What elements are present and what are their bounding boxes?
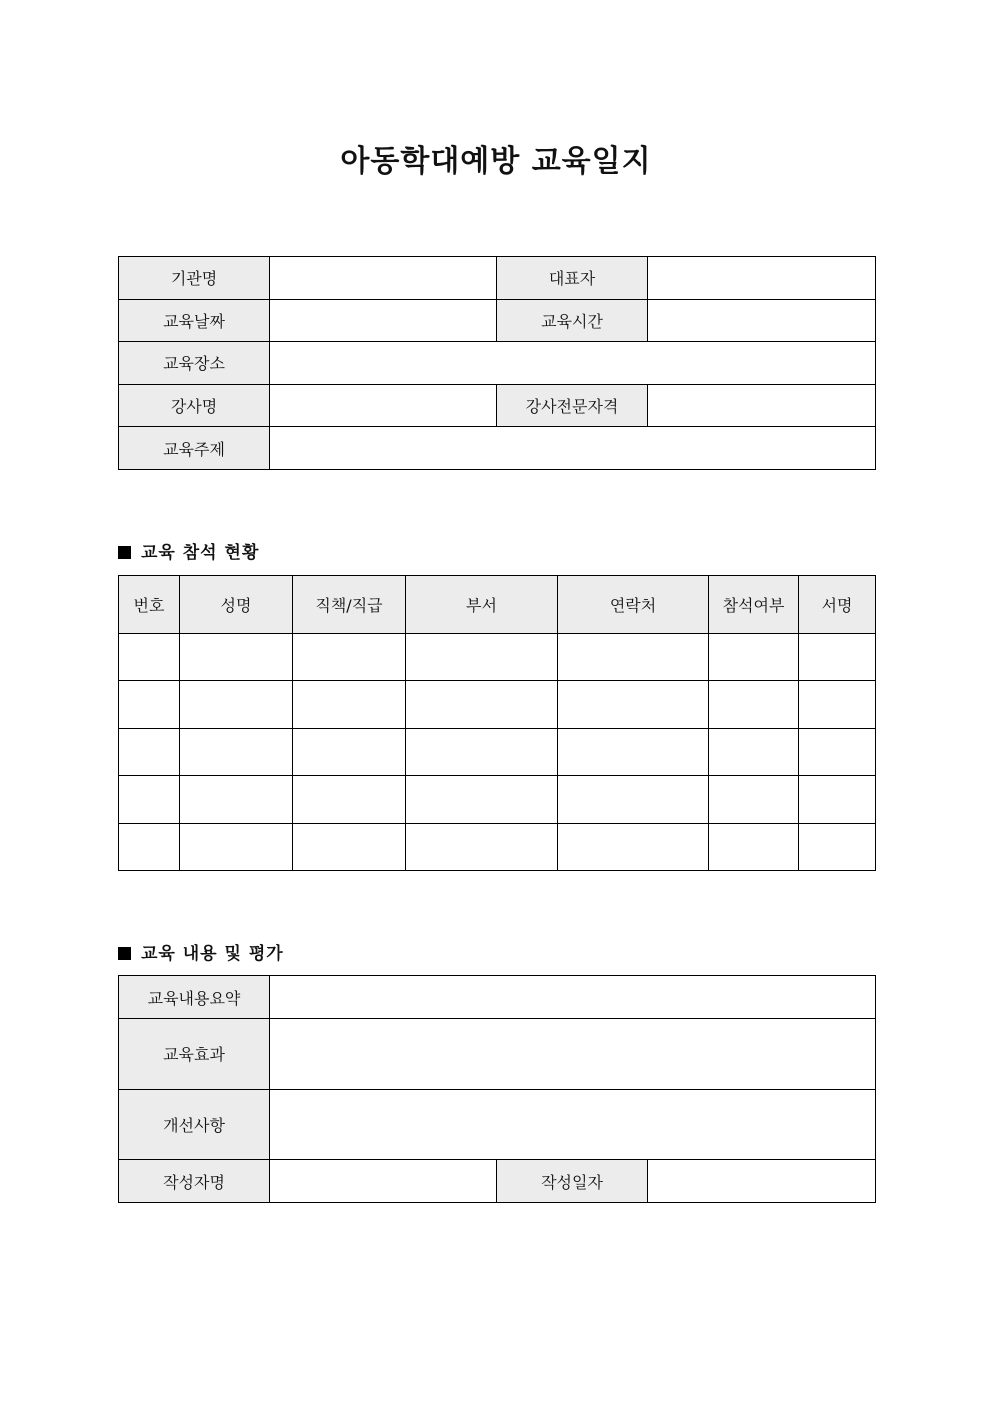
department-cell[interactable] — [406, 681, 558, 728]
table-row — [119, 728, 876, 775]
written-date-label: 작성일자 — [497, 1160, 648, 1203]
column-header-name: 성명 — [180, 576, 293, 634]
position-cell[interactable] — [293, 681, 406, 728]
attendance-cell[interactable] — [709, 776, 799, 823]
black-square-icon — [118, 546, 131, 559]
column-header-signature: 서명 — [799, 576, 876, 634]
department-cell[interactable] — [406, 728, 558, 775]
summary-label: 교육내용요약 — [119, 976, 270, 1019]
education-topic-label: 교육주제 — [119, 427, 270, 470]
attendance-table — [118, 575, 876, 871]
content-evaluation-table — [118, 975, 876, 1203]
attendance-cell[interactable] — [709, 681, 799, 728]
position-cell[interactable] — [293, 634, 406, 681]
education-place-label: 교육장소 — [119, 342, 270, 385]
department-cell[interactable] — [406, 634, 558, 681]
number-cell[interactable] — [119, 634, 180, 681]
number-cell[interactable] — [119, 681, 180, 728]
content-section-heading — [118, 939, 284, 964]
black-square-icon — [118, 947, 131, 960]
attendance-heading-text: 교육 참석 현황 — [141, 543, 260, 563]
contact-cell[interactable] — [558, 728, 709, 775]
education-info-table — [118, 256, 876, 470]
attendance-section-heading — [118, 538, 259, 563]
education-time-field[interactable] — [648, 299, 876, 342]
improvement-field[interactable] — [270, 1089, 876, 1160]
position-cell[interactable] — [293, 728, 406, 775]
attendance-cell[interactable] — [709, 728, 799, 775]
effect-label: 교육효과 — [119, 1019, 270, 1090]
table-row — [119, 823, 876, 870]
attendance-header-row — [119, 576, 876, 634]
signature-cell[interactable] — [799, 728, 876, 775]
attendance-cell[interactable] — [709, 634, 799, 681]
education-time-label: 교육시간 — [497, 299, 648, 342]
name-cell[interactable] — [180, 634, 293, 681]
position-cell[interactable] — [293, 776, 406, 823]
instructor-label: 강사명 — [119, 384, 270, 427]
table-row — [119, 681, 876, 728]
author-field[interactable] — [270, 1160, 497, 1203]
institution-field[interactable] — [270, 257, 497, 300]
table-row — [119, 776, 876, 823]
institution-label: 기관명 — [119, 257, 270, 300]
name-cell[interactable] — [180, 728, 293, 775]
written-date-field[interactable] — [648, 1160, 876, 1203]
number-cell[interactable] — [119, 728, 180, 775]
name-cell[interactable] — [180, 681, 293, 728]
education-date-label: 교육날짜 — [119, 299, 270, 342]
signature-cell[interactable] — [799, 634, 876, 681]
attendance-cell[interactable] — [709, 823, 799, 870]
summary-field[interactable] — [270, 976, 876, 1019]
position-cell[interactable] — [293, 823, 406, 870]
effect-field[interactable] — [270, 1019, 876, 1090]
table-row — [119, 634, 876, 681]
author-label: 작성자명 — [119, 1160, 270, 1203]
instructor-qualification-label: 강사전문자격 — [497, 384, 648, 427]
contact-cell[interactable] — [558, 634, 709, 681]
column-header-contact: 연락처 — [558, 576, 709, 634]
contact-cell[interactable] — [558, 776, 709, 823]
representative-label: 대표자 — [497, 257, 648, 300]
name-cell[interactable] — [180, 823, 293, 870]
signature-cell[interactable] — [799, 776, 876, 823]
signature-cell[interactable] — [799, 681, 876, 728]
page-title: 아동학대예방 교육일지 — [340, 144, 652, 179]
contact-cell[interactable] — [558, 823, 709, 870]
signature-cell[interactable] — [799, 823, 876, 870]
improvement-label: 개선사항 — [119, 1089, 270, 1160]
column-header-number: 번호 — [119, 576, 180, 634]
column-header-position: 직책/직급 — [293, 576, 406, 634]
department-cell[interactable] — [406, 776, 558, 823]
instructor-qualification-field[interactable] — [648, 384, 876, 427]
number-cell[interactable] — [119, 776, 180, 823]
education-date-field[interactable] — [270, 299, 497, 342]
column-header-attendance: 참석여부 — [709, 576, 799, 634]
name-cell[interactable] — [180, 776, 293, 823]
contact-cell[interactable] — [558, 681, 709, 728]
education-topic-field[interactable] — [270, 427, 876, 470]
education-place-field[interactable] — [270, 342, 876, 385]
column-header-department: 부서 — [406, 576, 558, 634]
representative-field[interactable] — [648, 257, 876, 300]
content-heading-text: 교육 내용 및 평가 — [141, 944, 284, 964]
department-cell[interactable] — [406, 823, 558, 870]
number-cell[interactable] — [119, 823, 180, 870]
instructor-field[interactable] — [270, 384, 497, 427]
